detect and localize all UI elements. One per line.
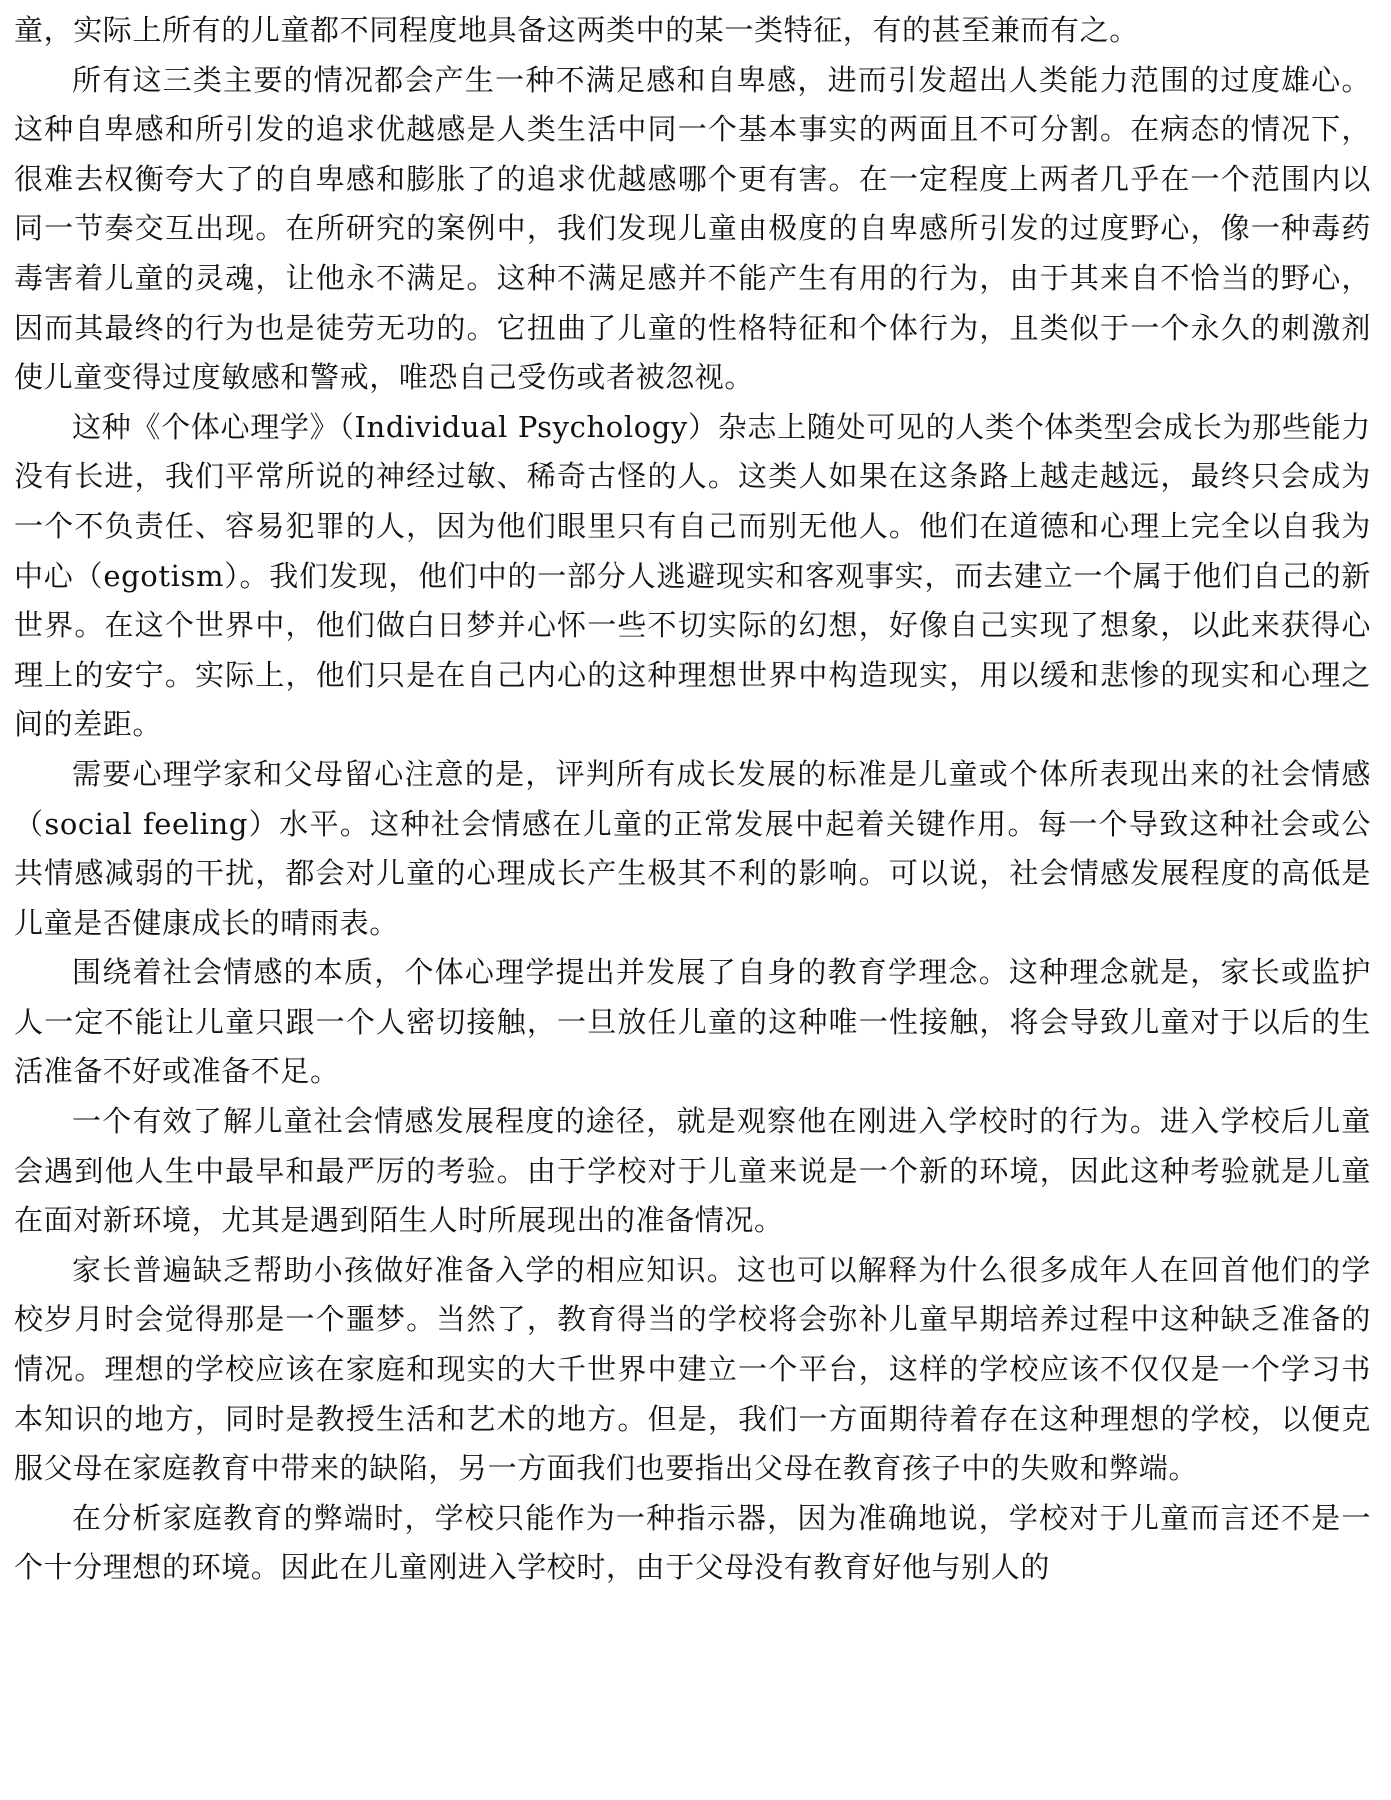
paragraph-8: 在分析家庭教育的弊端时，学校只能作为一种指示器，因为准确地说，学校对于儿童而言还不是一个十分理想的环境。因此在儿童刚进入学校时，由于父母没有教育好他与别人的 — [14, 1500, 1371, 1585]
paragraph-4: 需要心理学家和父母留心注意的是，评判所有成长发展的标准是儿童或个体所表现出来的社会情感（social feeling）水平。这种社会情感在儿童的正常发展中起着关键作用。每一个导致这种社会或公共情感减弱的干扰，都会对儿童的心理成长产生极其不利的影响。可以说，社会情感发展程度的高低是儿童是否健康成长的晴雨表。 — [14, 756, 1371, 940]
paragraph-6: 一个有效了解儿童社会情感发展程度的途径，就是观察他在刚进入学校时的行为。进入学校后儿童会遇到他人生中最早和最严厉的考验。由于学校对于儿童来说是一个新的环境，因此这种考验就是儿童在面对新环境，尤其是遇到陌生人时所展现出的准备情况。 — [14, 1104, 1371, 1238]
paragraph-2: 所有这三类主要的情况都会产生一种不满足感和自卑感，进而引发超出人类能力范围的过度雄心。这种自卑感和所引发的追求优越感是人类生活中同一个基本事实的两面且不可分割。在病态的情况下，很难去权衡夸大了的自卑感和膨胀了的追求优越感哪个更有害。在一定程度上两者几乎在一个范围内以同一节奏交互出现。在所研究的案例中，我们发现儿童由极度的自卑感所引发的过度野心，像一种毒药毒害着儿童的灵魂，让他永不满足。这种不满足感并不能产生有用的行为，由于其来自不恰当的野心，因而其最终的行为也是徒劳无功的。它扭曲了儿童的性格特征和个体行为，且类似于一个永久的刺激剂使儿童变得过度敏感和警戒，唯恐自己受伤或者被忽视。 — [14, 62, 1371, 395]
paragraph-1: 童，实际上所有的儿童都不同程度地具备这两类中的某一类特征，有的甚至兼而有之。 — [14, 13, 1139, 47]
paragraph-3: 这种《个体心理学》（Individual Psychology）杂志上随处可见的人类个体类型会成长为那些能力没有长进，我们平常所说的神经过敏、稀奇古怪的人。这类人如果在这条路上越走越远，最终只会成为一个不负责任、容易犯罪的人，因为他们眼里只有自己而别无他人。他们在道德和心理上完全以自我为中心（egotism）。我们发现，他们中的一部分人逃避现实和客观事实，而去建立一个属于他们自己的新世界。在这个世界中，他们做白日梦并心怀一些不切实际的幻想，好像自己实现了想象，以此来获得心理上的安宁。实际上，他们只是在自己内心的这种理想世界中构造现实，用以缓和悲惨的现实和心理之间的差距。 — [14, 409, 1371, 742]
paragraph-7: 家长普遍缺乏帮助小孩做好准备入学的相应知识。这也可以解释为什么很多成年人在回首他们的学校岁月时会觉得那是一个噩梦。当然了，教育得当的学校将会弥补儿童早期培养过程中这种缺乏准备的情况。理想的学校应该在家庭和现实的大千世界中建立一个平台，这样的学校应该不仅仅是一个学习书本知识的地方，同时是教授生活和艺术的地方。但是，我们一方面期待着存在这种理想的学校，以便克服父母在家庭教育中带来的缺陷，另一方面我们也要指出父母在教育孩子中的失败和弊端。 — [14, 1252, 1371, 1486]
paragraph-5: 围绕着社会情感的本质，个体心理学提出并发展了自身的教育学理念。这种理念就是，家长或监护人一定不能让儿童只跟一个人密切接触，一旦放任儿童的这种唯一性接触，将会导致儿童对于以后的生活准备不好或准备不足。 — [14, 955, 1371, 1089]
